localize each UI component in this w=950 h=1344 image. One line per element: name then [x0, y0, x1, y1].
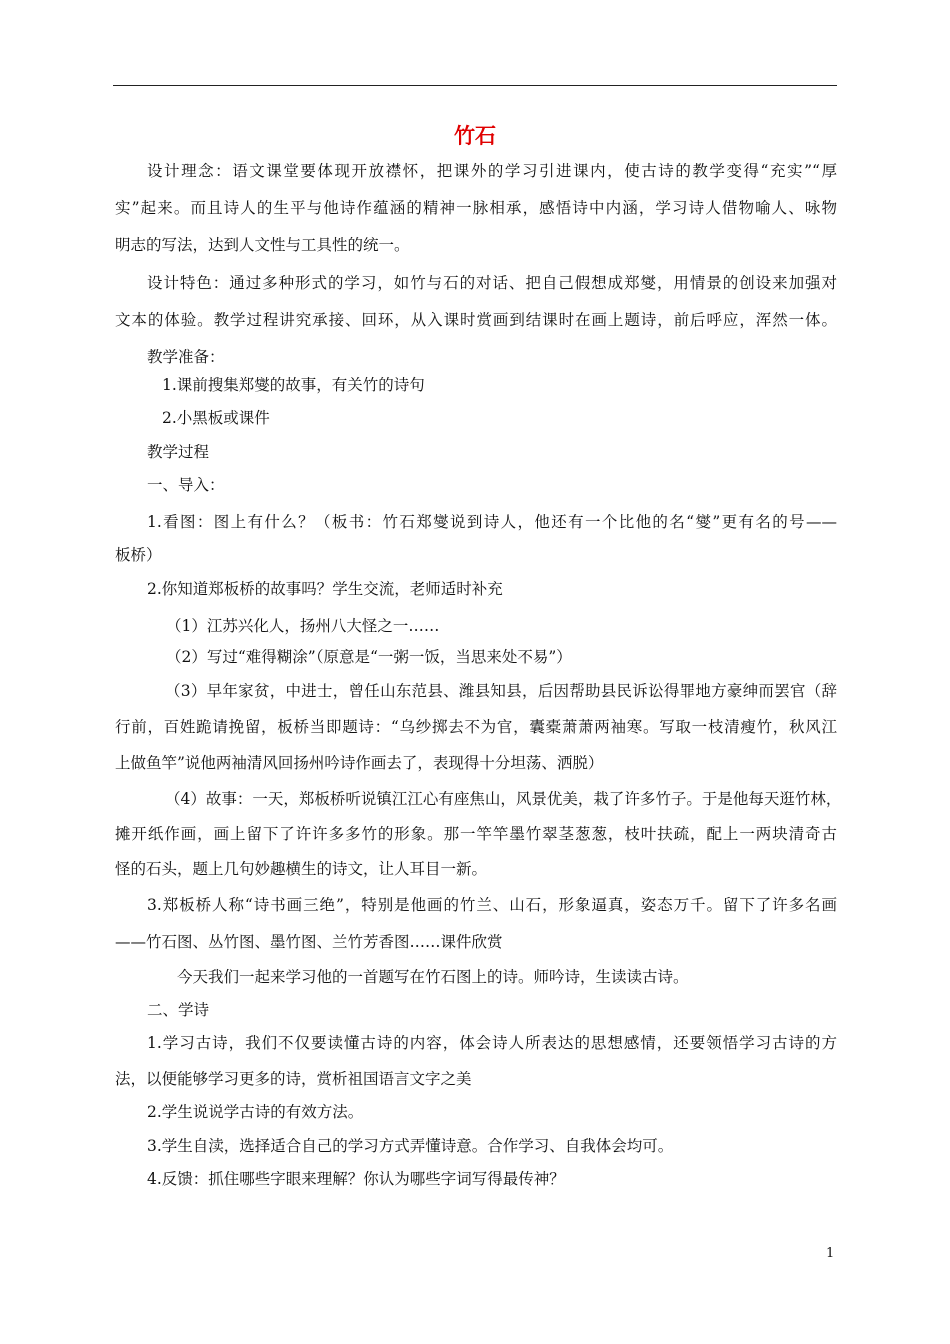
paragraph-line: 今天我们一起来学习他的一首题写在竹石图上的诗。师吟诗，生读读古诗。	[177, 968, 689, 986]
paragraph-line: 设计理念：语文课堂要体现开放襟怀，把课外的学习引进课内，使古诗的教学变得“充实”“厚	[147, 162, 837, 180]
paragraph-line: （3）早年家贫，中进士，曾任山东范县、潍县知县，后因帮助县民诉讼得罪地方豪绅而罢官（辞	[165, 682, 837, 700]
paragraph-line: 法，以便能够学习更多的诗，赏析祖国语言文字之美	[115, 1070, 472, 1088]
paragraph-line: 明志的写法，达到人文性与工具性的统一。	[115, 236, 410, 254]
paragraph-line: 行前，百姓跪请挽留，板桥当即题诗：“乌纱掷去不为官，囊橐萧萧两袖寒。写取一枝清瘦竹，秋风江	[115, 718, 837, 736]
list-item: 2.小黑板或课件	[162, 409, 270, 427]
page-number: 1	[826, 1246, 835, 1261]
paragraph-line: 设计特色：通过多种形式的学习，如竹与石的对话、把自己假想成郑燮，用情景的创设来加强对	[147, 274, 837, 292]
section-heading: 一、导入：	[147, 476, 225, 494]
section-heading: 教学过程	[147, 443, 210, 461]
list-item: （1）江苏兴化人，扬州八大怪之一……	[166, 617, 440, 635]
paragraph-line: 3.郑板桥人称“诗书画三绝”，特别是他画的竹兰、山石，形象逼真，姿态万千。留下了许多名画	[147, 896, 837, 914]
paragraph-line: 2.你知道郑板桥的故事吗？学生交流，老师适时补充	[147, 580, 503, 598]
paragraph-line: 3.学生自渎，选择适合自己的学习方式弄懂诗意。合作学习、自我体会均可。	[147, 1137, 674, 1155]
paragraph-line: 1.学习古诗，我们不仅要读懂古诗的内容，体会诗人所表达的思想感情，还要领悟学习古诗的方	[147, 1034, 837, 1052]
paragraph-line: 4.反馈：抓住哪些字眼来理解？你认为哪些字词写得最传神？	[147, 1170, 565, 1188]
document-title: 竹石	[454, 123, 496, 148]
paragraph-line: 上做鱼竿”说他两袖清风回扬州吟诗作画去了，表现得十分坦荡、洒脱）	[115, 754, 604, 772]
list-item: （2）写过“难得糊涂”（原意是“一粥一饭，当思来处不易”）	[166, 648, 572, 666]
section-heading: 二、学诗	[147, 1001, 210, 1019]
section-heading: 教学准备：	[147, 348, 225, 366]
list-item: 1.课前搜集郑燮的故事，有关竹的诗句	[162, 376, 425, 394]
paragraph-line: 2.学生说说学古诗的有效方法。	[147, 1103, 364, 1121]
paragraph-line: ——竹石图、丛竹图、墨竹图、兰竹芳香图……课件欣赏	[115, 933, 503, 951]
paragraph-line: 怪的石头，题上几句妙趣横生的诗文，让人耳目一新。	[115, 860, 488, 878]
paragraph-line: 文本的体验。教学过程讲究承接、回环，从入课时赏画到结课时在画上题诗，前后呼应，浑然一体。	[115, 311, 837, 329]
paragraph-line: 板桥）	[115, 546, 162, 564]
header-rule	[113, 85, 837, 86]
paragraph-line: 1.看图：图上有什么？（板书：竹石郑燮说到诗人，他还有一个比他的名“燮”更有名的号——	[147, 513, 837, 531]
paragraph-line: 摊开纸作画，画上留下了许许多多竹的形象。那一竿竿墨竹翠茎葱葱，枝叶扶疏，配上一两块清奇古	[115, 825, 837, 843]
paragraph-line: （4）故事：一天，郑板桥听说镇江江心有座焦山，风景优美，栽了许多竹子。于是他每天逛竹林，	[165, 790, 842, 808]
paragraph-line: 实”起来。而且诗人的生平与他诗作蕴涵的精神一脉相承，感悟诗中内涵，学习诗人借物喻人、咏物	[115, 199, 837, 217]
